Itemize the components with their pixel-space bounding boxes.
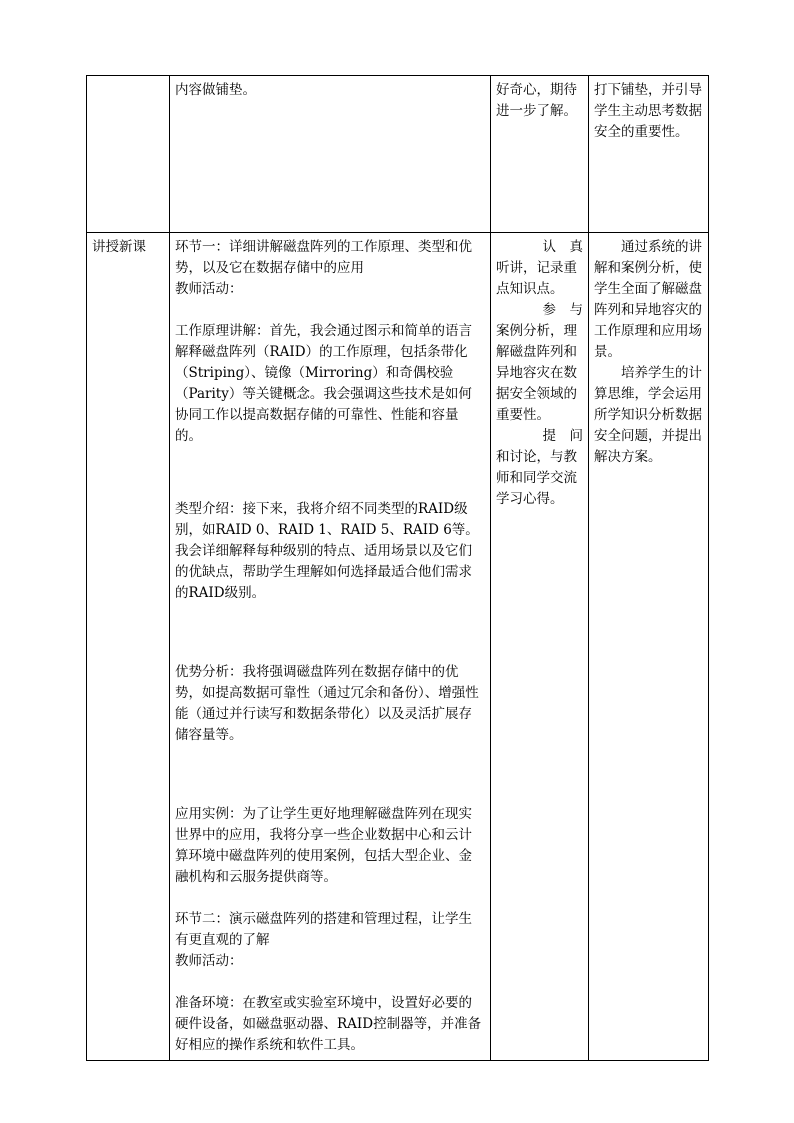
design-intent-text: 打下铺垫，并引导学生主动思考数据安全的重要性。 [594, 82, 702, 140]
paragraph-prepare: 准备环境：在教室或实验室环境中，设置好必要的硬件设备，如磁盘驱动器、RAID控制器等，并准备好相应的操作系统和软件工具。 [175, 995, 482, 1053]
teacher-activity-label: 教师活动： [175, 281, 243, 297]
table-row [87, 233, 709, 1061]
student-activity-text: 案例分析，理解磁盘阵列和异地容灾在数据安全领域的重要性。 [496, 323, 577, 423]
student-activity-cell [491, 233, 589, 1061]
student-activity-head: 认 真 [542, 239, 583, 255]
stage-label: 讲授新课 [92, 239, 146, 255]
design-intent-text: 培养学生的计算思维，学会运用所学知识分析数据安全问题，并提出解决方案。 [594, 365, 702, 465]
content-cell [170, 233, 491, 1061]
paragraph-examples: 应用实例：为了让学生更好地理解磁盘阵列在现实世界中的应用，我将分享一些企业数据中心和云计算环境中磁盘阵列的使用案例，包括大型企业、金融机构和云服务提供商等。 [175, 806, 472, 885]
lesson-plan-table [86, 75, 709, 1061]
table-row [87, 76, 709, 233]
student-activity-text: 好奇心，期待进一步了解。 [496, 82, 577, 119]
content-text: 内容做铺垫。 [175, 82, 256, 98]
section-heading: 环节一：详细讲解磁盘阵列的工作原理、类型和优势，以及它在数据存储中的应用 [175, 239, 472, 276]
content-cell [170, 76, 491, 233]
paragraph-types: 类型介绍：接下来，我将介绍不同类型的RAID级别，如RAID 0、RAID 1、RAID 5、RAID 6等。我会详细解释每种级别的特点、适用场景以及它们的优缺点，帮助学生理解如何选择最适合他们需求的RAID级别。 [175, 501, 479, 601]
design-intent-cell [589, 76, 709, 233]
design-intent-cell [589, 233, 709, 1061]
paragraph-advantages: 优势分析：我将强调磁盘阵列在数据存储中的优势，如提高数据可靠性（通过冗余和备份）、增强性能（通过并行读写和数据条带化）以及灵活扩展存储容量等。 [175, 664, 479, 743]
student-activity-head: 提 问 [542, 428, 583, 444]
teacher-activity-label: 教师活动： [175, 953, 243, 969]
student-activity-text: 听讲，记录重点知识点。 [496, 260, 577, 297]
stage-cell [87, 76, 170, 233]
student-activity-cell [491, 76, 589, 233]
design-intent-text: 通过系统的讲解和案例分析，使学生全面了解磁盘阵列和异地容灾的工作原理和应用场景。 [594, 239, 702, 360]
student-activity-head: 参 与 [542, 302, 583, 318]
section-heading: 环节二：演示磁盘阵列的搭建和管理过程，让学生有更直观的了解 [175, 911, 472, 948]
student-activity-text: 和讨论，与教师和同学交流学习心得。 [496, 449, 577, 507]
paragraph-principle: 工作原理讲解：首先，我会通过图示和简单的语言解释磁盘阵列（RAID）的工作原理，包括条带化（Striping）、镜像（Mirroring）和奇偶校验（Parity）等关键概念。我会强调这些技术是如何协同工作以提高数据存储的可靠性、性能和容量的。 [175, 323, 472, 444]
stage-cell [87, 233, 170, 1061]
